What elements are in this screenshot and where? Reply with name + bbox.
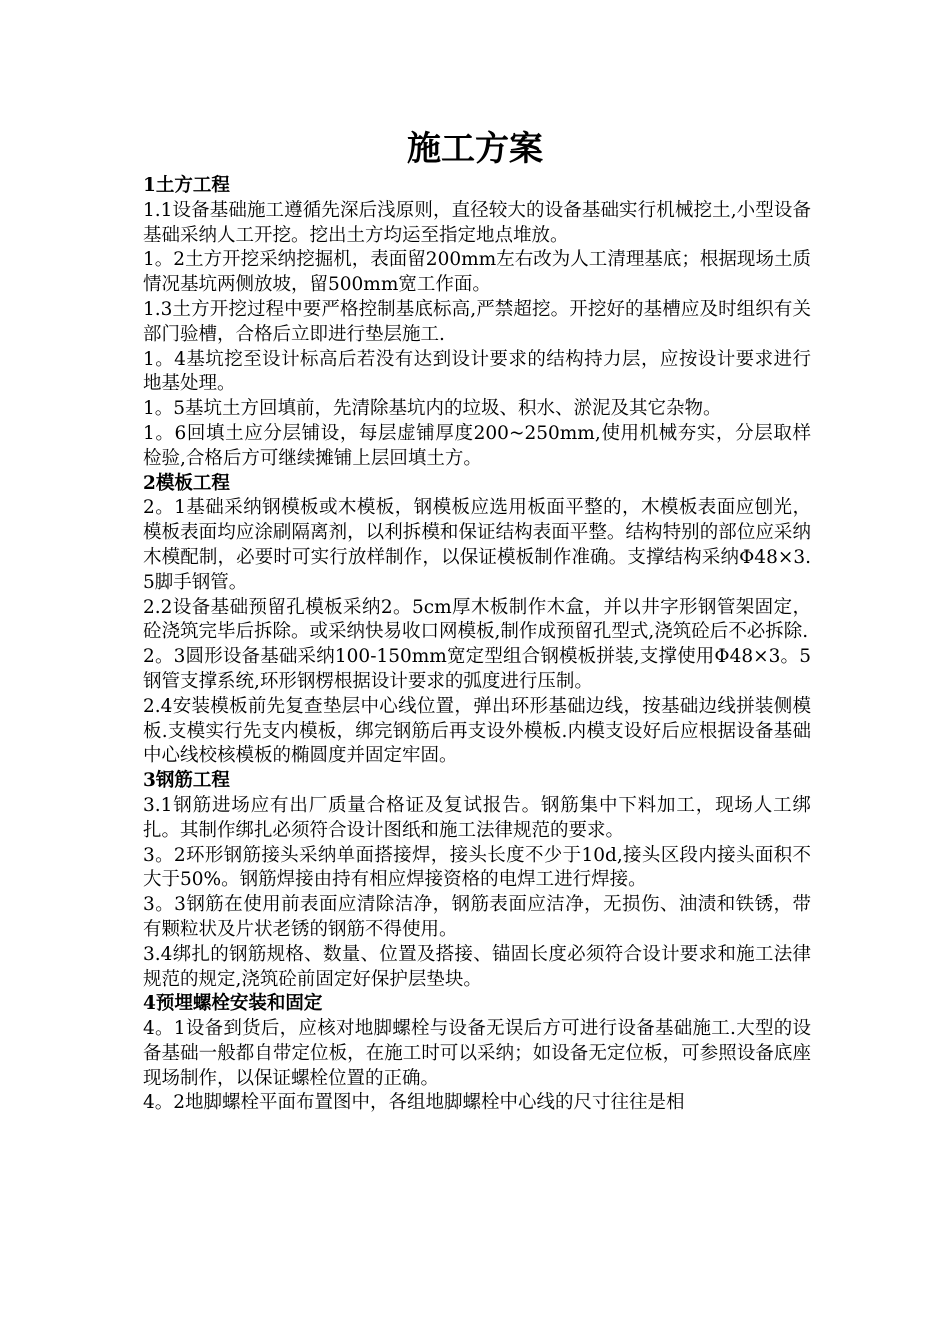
paragraph-1-1: 1.1设备基础施工遵循先深后浅原则，直径较大的设备基础实行机械挖土,小型设备基础采纳人工开挖。挖出土方均运至指定地点堆放。 xyxy=(143,199,811,246)
paragraph-4-1: 4。1设备到货后，应核对地脚螺栓与设备无误后方可进行设备基础施工.大型的设备基础一般都自带定位板，在施工时可以采纳；如设备无定位板，可参照设备底座现场制作，以保证螺栓位置的正确。 xyxy=(143,1018,811,1089)
paragraph-2-2: 2.2设备基础预留孔模板采纳2。5cm厚木板制作木盒，并以井字形钢管架固定，砼浇筑完毕后拆除。或采纳快易收口网模板,制作成预留孔型式,浇筑砼后不必拆除. xyxy=(143,596,811,643)
paragraph-2-3: 2。3圆形设备基础采纳100-150mm宽定型组合钢模板拼装,支撑使用Φ48×3。5钢管支撑系统,环形钢楞根据设计要求的弧度进行压制。 xyxy=(143,646,811,692)
section-heading-earthwork: 1土方工程 xyxy=(143,175,230,196)
document-body xyxy=(143,174,811,1116)
paragraph-2-1: 2。1基础采纳钢模板或木模板，钢模板应选用板面平整的，木模板表面应刨光，模板表面均应涂刷隔离剂，以利拆模和保证结构表面平整。结构特别的部位应采纳木模配制，必要时可实行放样制作，以保证模板制作准确。支撑结构采纳Φ48×3.5脚手钢管。 xyxy=(143,497,811,593)
section-heading-rebar: 3钢筋工程 xyxy=(143,770,230,792)
paragraph-3-3: 3。3钢筋在使用前表面应清除洁净，钢筋表面应洁净，无损伤、油渍和铁锈，带有颗粒状及片状老锈的钢筋不得使用。 xyxy=(143,894,811,940)
paragraph-3-2: 3。2环形钢筋接头采纳单面搭接焊，接头长度不少于10d,接头区段内接头面积不大于50%。钢筋焊接由持有相应焊接资格的电焊工进行焊接。 xyxy=(143,844,811,891)
paragraph-1-6: 1。6回填土应分层铺设，每层虚铺厚度200~250mm,使用机械夯实，分层取样检验,合格后方可继续摊铺上层回填土方。 xyxy=(143,422,811,469)
document-title: 施工方案 xyxy=(407,129,543,169)
paragraph-4-2: 4。2地脚螺栓平面布置图中，各组地脚螺栓中心线的尺寸往往是相 xyxy=(143,1092,685,1114)
paragraph-1-5: 1。5基坑土方回填前，先清除基坑内的垃圾、积水、淤泥及其它杂物。 xyxy=(143,398,722,420)
section-heading-anchor-bolts: 4预埋螺栓安装和固定 xyxy=(143,993,323,1015)
paragraph-3-4: 3.4绑扎的钢筋规格、数量、位置及搭接、锚固长度必须符合设计要求和施工法律规范的规定,浇筑砼前固定好保护层垫块。 xyxy=(143,943,811,990)
paragraph-1-3: 1.3土方开挖过程中要严格控制基底标高,严禁超挖。开挖好的基槽应及时组织有关部门验槽，合格后立即进行垫层施工. xyxy=(143,298,811,345)
paragraph-1-2: 1。2土方开挖采纳挖掘机，表面留200mm左右改为人工清理基底；根据现场土质情况基坑两侧放坡，留500mm宽工作面。 xyxy=(143,249,811,296)
paragraph-2-4: 2.4安装模板前先复查垫层中心线位置，弹出环形基础边线，按基础边线拼装侧模板.支模实行先支内模板，绑完钢筋后再支设外模板.内模支设好后应根据设备基础中心线校核模板的椭圆度并固定牢固。 xyxy=(143,695,811,767)
section-heading-formwork: 2模板工程 xyxy=(143,472,230,494)
paragraph-1-4: 1。4基坑挖至设计标高后若没有达到设计要求的结构持力层，应按设计要求进行地基处理。 xyxy=(143,348,811,395)
paragraph-3-1: 3.1钢筋进场应有出厂质量合格证及复试报告。钢筋集中下料加工，现场人工绑扎。其制作绑扎必须符合设计图纸和施工法律规范的要求。 xyxy=(143,794,811,841)
